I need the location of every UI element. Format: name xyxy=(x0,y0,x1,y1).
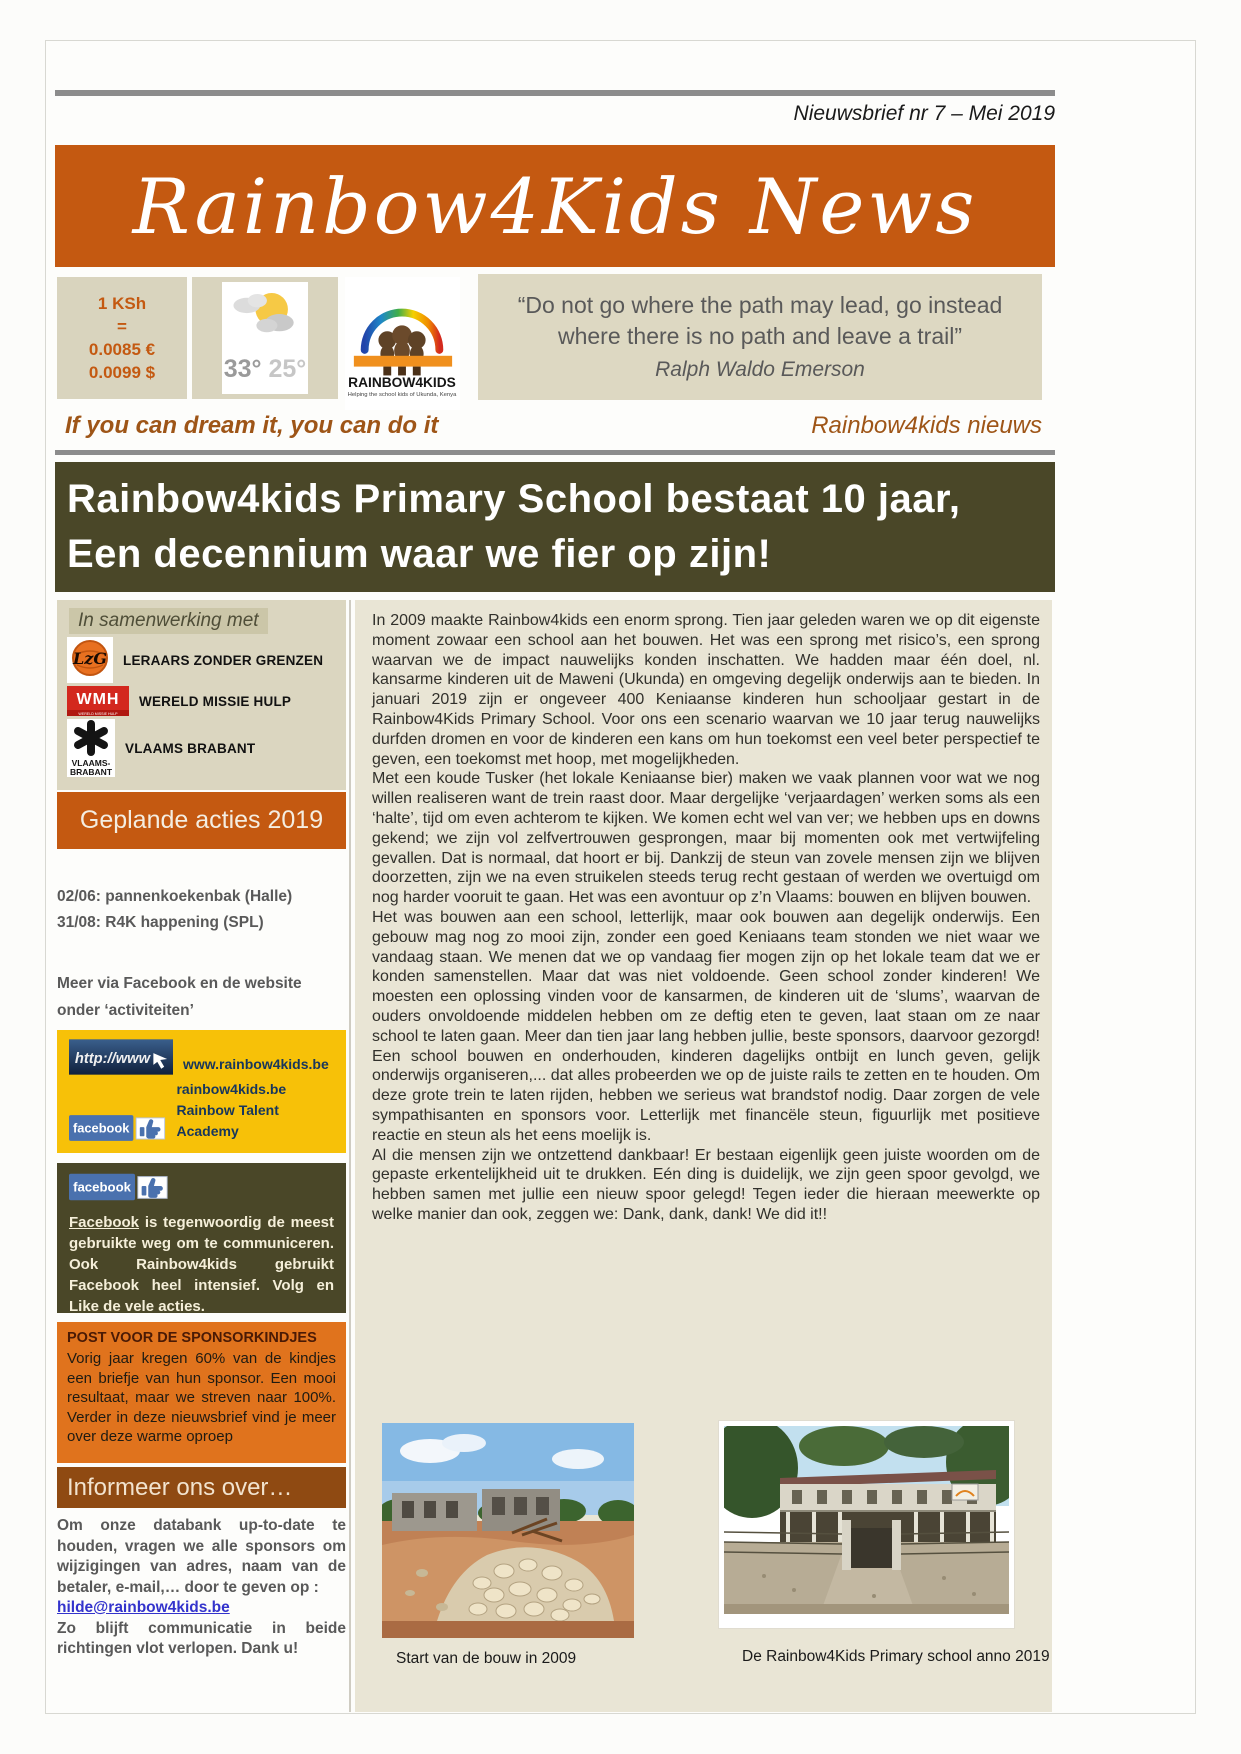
partners-heading: In samenwerking met xyxy=(69,608,268,634)
actions-more-line2: onder ‘activiteiten’ xyxy=(57,1002,194,1019)
partners-panel xyxy=(57,600,346,790)
masthead-title: Rainbow4Kids News xyxy=(132,161,978,251)
quote-line1: “Do not go where the path may lead, go instead xyxy=(517,291,1003,318)
weather-card xyxy=(192,277,338,399)
quote-author: Ralph Waldo Emerson xyxy=(655,357,865,381)
exchange-rate-card xyxy=(57,277,187,399)
weather-widget xyxy=(222,282,308,394)
wmh-letters: WMH xyxy=(76,691,120,708)
partner-vlaams-brabant xyxy=(67,719,336,777)
exchange-usd: 0.0099 $ xyxy=(88,363,156,382)
headline-line2: Een decennium waar we fier op zijn! xyxy=(67,532,772,576)
top-rule xyxy=(55,90,1055,96)
inform-text-after: Zo blijft communicatie in beide richtingen vlot verlopen. Dank u! xyxy=(57,1619,346,1657)
facebook-note-text xyxy=(69,1212,334,1317)
article-paragraph: Al die mensen zijn we ontzettend dankbaar! Er bestaan eigenlijk geen juiste woorden om de gepaste erkentelijkheid uit te drukken. Eén ding is duidelijk, we zijn geen spoor gevolgd, we hebben samen met jullie een nieuw spoor gelegd! Tegen ieder die hieraan meewerkte op welke manier dan ook, zeggen we: Dank, dank, dank! We did it!! xyxy=(372,1146,1040,1223)
vlaams-brabant-logo-icon xyxy=(67,719,115,777)
temp-high: 33° xyxy=(223,355,262,383)
partner-lzg xyxy=(67,637,336,683)
http-label: http://www xyxy=(74,1050,151,1067)
partner-wmh xyxy=(67,686,336,716)
actions-more-note xyxy=(57,970,346,1024)
facebook-link-row xyxy=(69,1079,334,1142)
rainbow4kids-logo xyxy=(345,277,460,410)
facebook-note-link[interactable]: Facebook xyxy=(69,1214,140,1231)
headline-line1: Rainbow4kids Primary School bestaat 10 jaar, xyxy=(67,477,961,521)
vb-text-line1: VLAAMS- xyxy=(71,758,111,768)
planned-actions-list xyxy=(57,884,346,936)
lzg-letters: LzG xyxy=(73,649,107,668)
actions-more-line1: Meer via Facebook en de website xyxy=(57,975,302,992)
photo-construction-2009 xyxy=(382,1423,634,1638)
facebook-like-badge-icon xyxy=(69,1114,166,1142)
website-link-row xyxy=(69,1039,334,1075)
exchange-equals: = xyxy=(117,317,127,336)
tagline-nieuws: Rainbow4kids nieuws xyxy=(811,412,1042,439)
article-body xyxy=(372,611,1040,1225)
action-item: 02/06: pannenkoekenbak (Halle) xyxy=(57,888,293,905)
website-url[interactable]: www.rainbow4kids.be xyxy=(183,1056,329,1072)
temperature-readout xyxy=(222,355,308,384)
facebook-note-body: is tegenwoordig de meest gebruikte weg om te communiceren. Ook Rainbow4kids gebruikt Facebook heel intensief. Volg en Like de vele acties. xyxy=(69,1214,334,1315)
quote-line2: where there is no path and leave a trail” xyxy=(557,322,963,349)
partner-name: VLAAMS BRABANT xyxy=(125,740,256,756)
column-divider xyxy=(349,600,351,1712)
facebook-pages xyxy=(176,1079,334,1142)
sun-cloud-icon xyxy=(222,286,308,344)
photo-school-2019 xyxy=(718,1420,1015,1629)
photo-caption: Start van de bouw in 2009 xyxy=(396,1650,577,1667)
exchange-eur: 0.0085 € xyxy=(88,340,156,359)
wmh-logo-icon xyxy=(67,686,129,716)
inform-title-text: Informeer ons over… xyxy=(67,1473,293,1501)
facebook-page-name: rainbow4kids.be xyxy=(176,1081,287,1097)
email-link[interactable]: hilde@rainbow4kids.be xyxy=(57,1599,230,1616)
facebook-like-badge-icon xyxy=(69,1172,169,1202)
logo-wordmark: RAINBOW4KIDS xyxy=(348,374,456,390)
facebook-note-panel xyxy=(57,1163,346,1313)
vb-text-line2: BRABANT xyxy=(69,767,113,777)
quote-card xyxy=(478,274,1042,400)
sponsor-post-title: POST VOOR DE SPONSORKINDJES xyxy=(67,1330,317,1346)
wmh-strip-text: WERELD MISSIE HULP xyxy=(78,712,118,716)
exchange-amount: 1 KSh xyxy=(97,294,147,313)
facebook-wordmark: facebook xyxy=(72,1120,130,1136)
newsletter-issue: Nieuwsbrief nr 7 – Mei 2019 xyxy=(793,102,1055,125)
tagline-dream: If you can dream it, you can do it xyxy=(65,412,439,439)
partner-name: LERAARS ZONDER GRENZEN xyxy=(123,652,324,668)
action-item: 31/08: R4K happening (SPL) xyxy=(57,914,264,931)
lzg-logo-icon xyxy=(67,637,113,683)
inform-body xyxy=(57,1516,346,1660)
headline-banner xyxy=(55,462,1055,592)
temp-low: 25° xyxy=(268,355,307,383)
facebook-page-name: Rainbow Talent Academy xyxy=(176,1102,279,1139)
photo-caption: De Rainbow4Kids Primary school anno 2019 xyxy=(742,1648,1050,1665)
rainbow-logo-icon xyxy=(346,285,459,403)
sponsor-post-panel xyxy=(57,1322,346,1463)
planned-actions-title: Geplande acties 2019 xyxy=(79,806,324,834)
article-paragraph: In 2009 maakte Rainbow4kids een enorm sprong. Tien jaar geleden waren we op dit eigenste moment zowaar een school aan het bouwen. Het was een sprong met risico’s, een sprong waarvan we de impact nauwelijks konden inschatten. We hadden maar één doel, nl. kansarme kinderen uit de Maweni (Ukunda) en omgeving degelijk onderwijs aan te bieden. In januari 2019 zijn er ongeveer 400 Keniaanse kinderen hun schooljaar gestart in de Rainbow4Kids Primary School. Voor ons een scenario waarvan we 10 jaar terug nauwelijks durfden dromen en voor de kinderen een kans om hun toekomst een veel beter perspectief te geven, een toekomst met hoop, met mogelijkheden. xyxy=(372,612,1040,768)
sponsor-post-body: Vorig jaar kregen 60% van de kindjes een briefje van hun sponsor. Een mooi resultaat, maar we streven naar 100%. Verder in deze nieuwsbrief vind je meer over deze warme oproep xyxy=(67,1350,336,1445)
planned-actions-header xyxy=(57,792,346,849)
logo-tagline: Helping the school kids of Ukunda, Kenya xyxy=(347,391,457,398)
article-paragraph: Het was bouwen aan een school, letterlijk, maar ook bouwen aan degelijk onderwijs. Een gebouw mag nog zo mooi zijn, zonder een goed Keniaans team stonden we niet waar we vandaag staan. We menen dat we op vandaag fier mogen zijn op het lokale team dat we er konden samenstellen. Maar dat was niet voldoende. Geen school zonder kinderen! We moesten een oplossing vinden voor de kansarmen, de kinderen uit de ‘slums’, waarvan de ouders onvoldoende middelen hebben om ze deftig eten te geven, laat staan om ze naar school te laten gaan. Meer dan tien jaar lang hebben jullie, beste sponsors, daarvoor gezorgd! Een school bouwen en onderhouden, kinderen dagelijks ontbijt en lunch geven, gelijk onderwijs organiseren,... dat alles probeerden we op de juiste rails te zetten en te houden. Om deze grote trein te laten rijden, hebben we serieus wat brandstof nodig. Daar zorgen de vele sympathisanten en sponsors voor. Letterlijk met financële steun, figuurlijk met positieve reactie en steun als het eens moelijk is. xyxy=(372,908,1040,1144)
links-panel xyxy=(57,1030,346,1153)
http-www-icon xyxy=(69,1039,173,1075)
inform-header xyxy=(57,1467,346,1508)
facebook-wordmark: facebook xyxy=(73,1179,131,1195)
inform-text-before: Om onze databank up-to-date te houden, vragen we alle sponsors om wijzigingen van adres, naam van de betaler, e-mail,… door te geven op : xyxy=(57,1517,346,1596)
article-paragraph: Met een koude Tusker (het lokale Keniaanse bier) maken we vaak plannen voor wat we nog willen realiseren want de trein raast door. Maar dergelijke ‘verjaardagen’ werken soms als een ‘halte’, tijd om even achterom te kijken. We komen echt wel van ver; we hebben ups en downs gekend; we zijn vol zelfvertrouwen gesprongen, maar bij momenten ook met vertwijfeling gevallen. Dat is normaal, dat hoort er bij. Dankzij de steun van zovele mensen zijn we blijven doorzetten, zijn we na even struikelen steeds terug recht gestaan of werden we overtuigd om nog harder vooruit te gaan. Het was een avontuur op z’n Vlaams: bouwen en blijven bouwen. xyxy=(372,770,1040,907)
masthead-banner xyxy=(55,145,1055,267)
partner-name: WERELD MISSIE HULP xyxy=(139,693,292,709)
mid-rule xyxy=(55,450,1055,455)
